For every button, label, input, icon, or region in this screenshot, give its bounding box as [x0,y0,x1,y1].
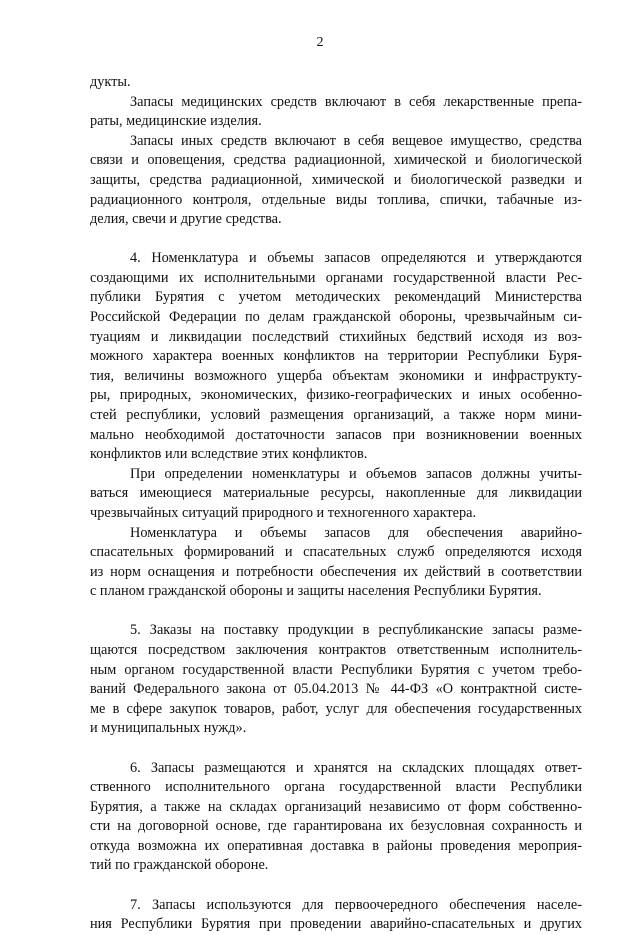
text-line: радиационного контроля, отдельные виды топлива, спички, табачные из- [90,191,582,208]
text-line: 4. Номенклатура и объемы запасов определяются и утверждаются [130,250,582,267]
page-number: 2 [316,35,324,50]
text-line: ваться имеющиеся материальные ресурсы, накопленные для ликвидации [90,485,582,502]
paragraph-section-7 [90,896,582,935]
text-line: 6. Запасы размещаются и хранятся на складских площадях ответ- [130,759,582,776]
text-line: спасательных формирований и спасательных служб определяются исходя [90,544,582,561]
text-line: ным органом государственной власти Республики Бурятия с учетом требо- [90,661,582,678]
paragraph-rescue-formations [90,524,582,602]
text-line: дукты. [90,74,131,90]
text-line: щаются посредством заключения контрактов ответственным исполнитель- [90,642,582,659]
text-line: конфликтов или вследствие этих конфликтов. [90,446,368,463]
text-line: 7. Запасы используются для первоочередного обеспечения населе- [130,896,582,913]
text-line: ме в сфере закупок товаров, работ, услуг для обеспечения государственных [90,700,582,717]
paragraph-nomenclature-determination [90,465,582,524]
paragraph-section-5 [90,621,582,739]
paragraph-medical-supplies [90,93,582,132]
text-line: 5. Заказы на поставку продукции в республиканские запасы разме- [130,622,582,639]
text-line: чрезвычайных ситуаций природного и техногенного характера. [90,504,477,521]
paragraph-gap [90,739,582,759]
paragraph-gap [90,230,582,250]
text-line: туациям и ликвидации последствий стихийных бедствий исходя из воз- [90,328,582,345]
text-line: Российской Федерации по делам гражданской обороны, чрезвычайным си- [90,309,582,326]
text-line: создающими их исполнительными органами государственной власти Рес- [90,269,582,286]
text-line: с планом гражданской обороны и защиты населения Республики Бурятия. [90,583,542,600]
text-line: публики Бурятия с учетом методических рекомендаций Министерства [90,289,582,306]
text-line: тий по гражданской обороне. [90,857,269,874]
paragraph-other-supplies [90,132,582,230]
document-body [90,73,582,935]
paragraph-section-4 [90,249,582,465]
paragraph-continuation [90,73,582,93]
text-line: сти на договорной основе, где гарантирована их безусловная сохранность и [90,818,582,835]
text-line: откуда возможна их оперативная доставка в районы проведения мероприя- [90,837,582,854]
text-line: ры, природных, экономических, физико-географических и иных особенно- [90,387,582,404]
text-line: ния Республики Бурятия при проведении аварийно-спасательных и других [90,916,582,933]
text-line: Бурятия, а также на складах организаций независимо от форм собственно- [90,798,582,815]
text-line: Запасы медицинских средств включают в себя лекарственные препа- [130,93,582,110]
text-line: защиты, средства радиационной, химической и биологической разведки и [90,171,582,188]
paragraph-gap [90,602,582,622]
text-line: тия, величины возможного ущерба объектам экономики и инфраструкту- [90,367,582,384]
text-line: и муниципальных нужд». [90,720,247,737]
text-line: связи и оповещения, средства радиационной, химической и биологической [90,152,582,169]
text-line: Запасы иных средств включают в себя вещевое имущество, средства [130,132,582,149]
text-line: мально необходимой достаточности запасов при возникновении военных [90,426,582,443]
text-line: ваний Федерального закона от 05.04.2013 № 44-ФЗ «О контрактной систе- [90,681,582,698]
text-line: делия, свечи и другие средства. [90,211,282,228]
text-line: ственного исполнительного органа государственной власти Республики [90,779,582,796]
text-line: При определении номенклатуры и объемов запасов должны учиты- [130,465,582,482]
text-line: можного характера военных конфликтов на территории Республики Буря- [90,348,582,365]
text-line: из норм оснащения и потребности обеспечения их действий в соответствии [90,563,582,580]
text-line: стей республики, условий размещения организаций, а также норм мини- [90,407,582,423]
text-line: Номенклатура и объемы запасов для обеспечения аварийно- [130,524,582,541]
paragraph-section-6 [90,759,582,877]
text-line: раты, медицинские изделия. [90,113,262,130]
paragraph-gap [90,876,582,896]
